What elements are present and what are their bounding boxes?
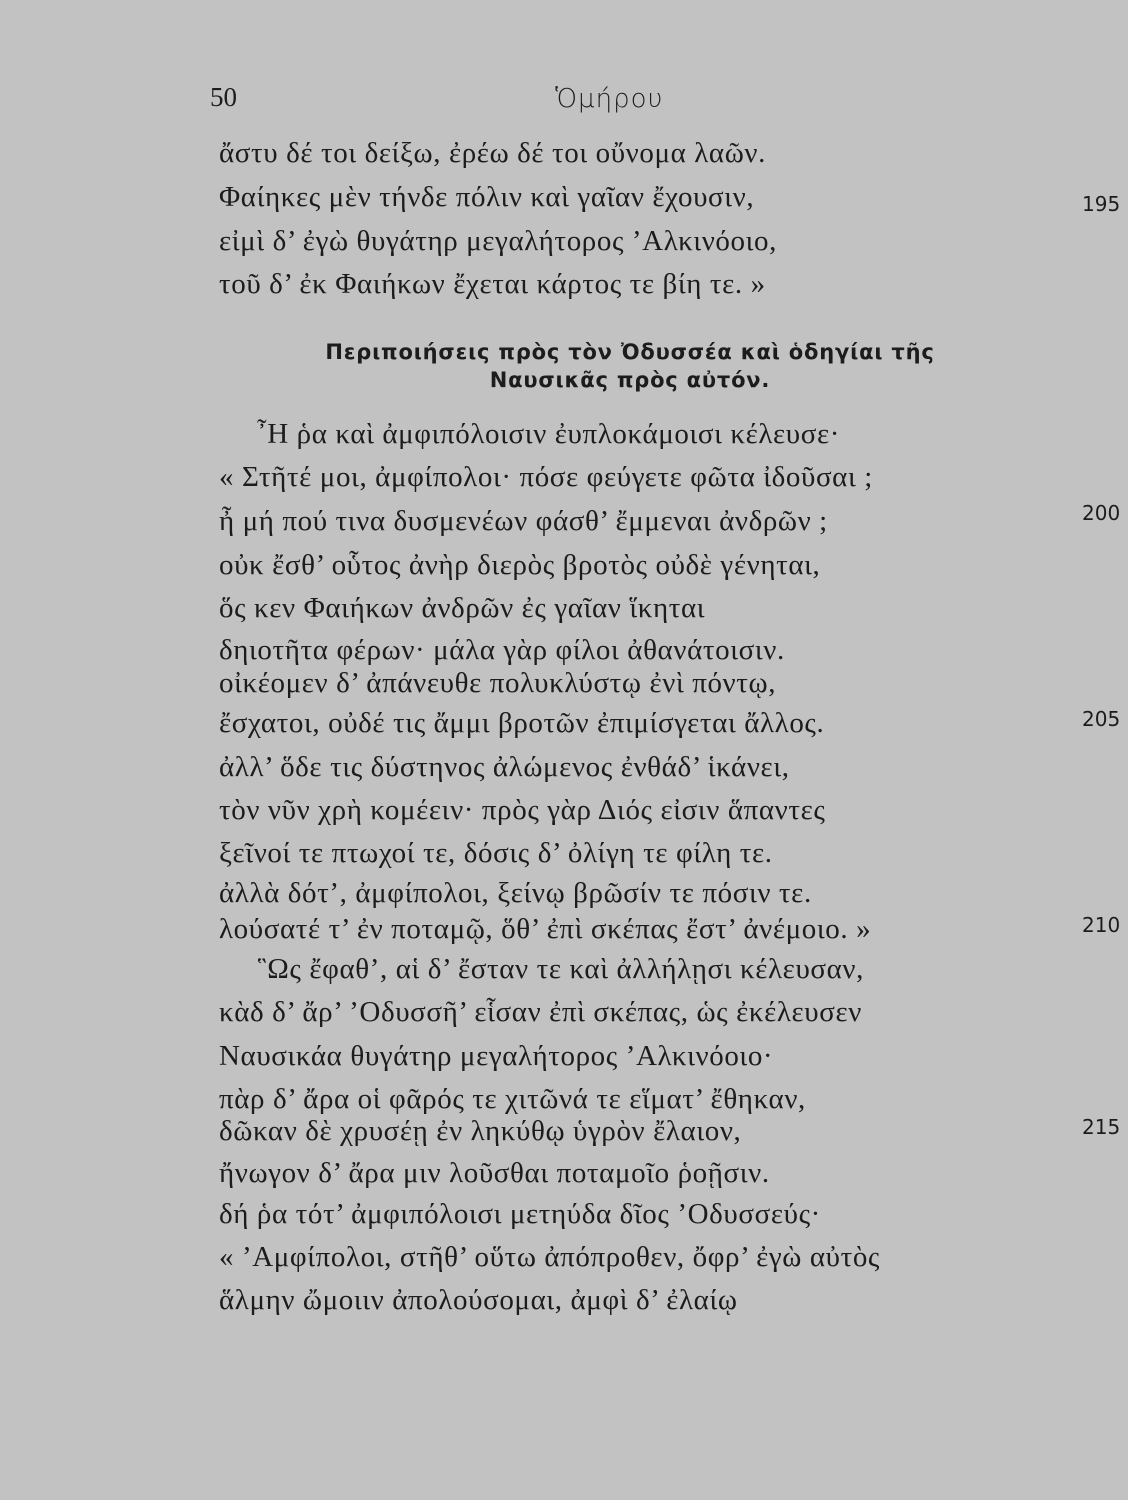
line-number: 200: [1082, 501, 1121, 525]
verse-line: λούσατέ τ’ ἐν ποταμῷ, ὅθ’ ἐπὶ σκέπας ἔστ’ ἀνέμοιο. »: [219, 913, 872, 945]
verse-line: ἄστυ δέ τοι δείξω, ἐρέω δέ τοι οὔνομα λαῶν.: [219, 137, 766, 169]
verse-line: τοῦ δ’ ἐκ Φαιήκων ἔχεται κάρτος τε βίη τε. »: [219, 268, 766, 300]
section-heading-line1: Περιποιήσεις πρὸς τὸν Ὀδυσσέα καὶ ὁδηγίαι τῆς: [325, 340, 935, 364]
verse-line: τὸν νῦν χρὴ κομέειν· πρὸς γὰρ Διός εἰσιν ἅπαντες: [219, 794, 826, 826]
verse-line: οἰκέομεν δ’ ἀπάνευθε πολυκλύστῳ ἐνὶ πόντῳ,: [219, 667, 777, 699]
verse-line: ἔσχατοι, οὐδέ τις ἄμμι βροτῶν ἐπιμίσγεται ἄλλος.: [219, 707, 825, 739]
verse-line: ἦ μή πού τινα δυσμενέων φάσθ’ ἔμμεναι ἀνδρῶν ;: [219, 505, 828, 537]
page-number: 50: [210, 82, 237, 112]
verse-line: δῶκαν δὲ χρυσέῃ ἐν ληκύθῳ ὑγρὸν ἔλαιον,: [219, 1115, 742, 1147]
verse-line: δή ῥα τότ’ ἀμφιπόλοισι μετηύδα δῖος ’Οδυσσεύς·: [219, 1198, 821, 1230]
verse-line: δηιοτῆτα φέρων· μάλα γὰρ φίλοι ἀθανάτοισιν.: [219, 634, 785, 666]
verse-line: ἀλλὰ δότ’, ἀμφίπολοι, ξείνῳ βρῶσίν τε πόσιν τε.: [219, 877, 812, 909]
verse-line: Ναυσικάα θυγάτηρ μεγαλήτορος ’Αλκινόοιο·: [219, 1040, 774, 1072]
line-number: 210: [1082, 913, 1121, 937]
verse-line: ξεῖνοί τε πτωχοί τε, δόσις δ’ ὀλίγη τε φίλη τε.: [219, 837, 773, 869]
verse-line: κὰδ δ’ ἄρ’ ’Οδυσσῆ’ εἷσαν ἐπὶ σκέπας, ὡς ἐκέλευσεν: [219, 996, 862, 1028]
verse-line: πὰρ δ’ ἄρα οἱ φᾶρός τε χιτῶνά τε εἵματ’ ἔθηκαν,: [219, 1083, 806, 1115]
verse-line: οὐκ ἔσθ’ οὗτος ἀνὴρ διερὸς βροτὸς οὐδὲ γένηται,: [219, 549, 821, 581]
verse-line: ἤνωγον δ’ ἄρα μιν λοῦσθαι ποταμοῖο ῥοῇσιν.: [219, 1157, 770, 1189]
running-title: Ὁμήρου: [555, 84, 664, 114]
line-number: 195: [1082, 192, 1121, 216]
verse-line: ὅς κεν Φαιήκων ἀνδρῶν ἐς γαῖαν ἵκηται: [219, 592, 706, 624]
section-heading-line2: Ναυσικᾶς πρὸς αὐτόν.: [489, 368, 771, 392]
line-number: 205: [1082, 707, 1121, 731]
verse-line: Φαίηκες μὲν τήνδε πόλιν καὶ γαῖαν ἔχουσιν,: [219, 181, 755, 213]
verse-line: ῏Η ῥα καὶ ἀμφιπόλοισιν ἐυπλοκάμοισι κέλευσε·: [257, 418, 841, 450]
line-number: 215: [1082, 1115, 1121, 1139]
verse-line: ῝Ως ἔφαθ’, αἱ δ’ ἔσταν τε καὶ ἀλλήλῃσι κέλευσαν,: [257, 953, 864, 985]
verse-line: ἀλλ’ ὅδε τις δύστηνος ἀλώμενος ἐνθάδ’ ἱκάνει,: [219, 751, 790, 783]
verse-line: εἰμὶ δ’ ἐγὼ θυγάτηρ μεγαλήτορος ’Αλκινόοιο,: [219, 225, 777, 257]
verse-line: ἅλμην ὤμοιιν ἀπολούσομαι, ἀμφὶ δ’ ἐλαίῳ: [219, 1284, 738, 1316]
verse-line: « Στῆτέ μοι, ἀμφίπολοι· πόσε φεύγετε φῶτα ἰδοῦσαι ;: [219, 461, 873, 493]
verse-line: « ’Αμφίπολοι, στῆθ’ οὕτω ἀπόπροθεν, ὄφρ’ ἐγὼ αὐτὸς: [219, 1241, 881, 1273]
